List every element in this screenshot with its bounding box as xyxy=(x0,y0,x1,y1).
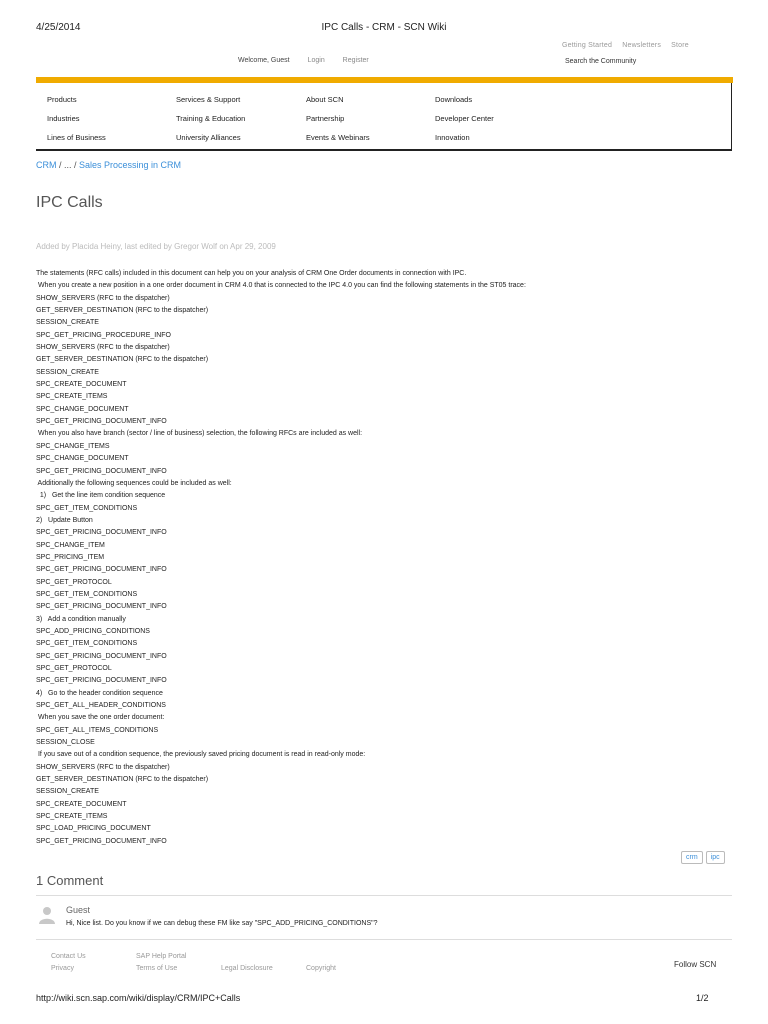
print-date: 4/25/2014 xyxy=(36,22,81,33)
tag-list xyxy=(678,846,725,864)
content-line: GET_SERVER_DESTINATION (RFC to the dispatcher) xyxy=(36,307,209,315)
nav-university-alliances[interactable]: University Alliances xyxy=(176,133,241,142)
footer-divider xyxy=(36,939,732,940)
content-line: SESSION_CREATE xyxy=(36,788,99,796)
content-line: SHOW_SERVERS (RFC to the dispatcher) xyxy=(36,294,170,302)
content-line: When you also have branch (sector / line of business) selection, the following RFCs are included as well: xyxy=(36,430,363,438)
nav-services-support[interactable]: Services & Support xyxy=(176,95,241,104)
follow-scn: Follow SCN xyxy=(674,960,717,969)
content-line: SPC_GET_PRICING_DOCUMENT_INFO xyxy=(36,837,167,845)
breadcrumb-crm[interactable]: CRM xyxy=(36,160,57,170)
content-line: SPC_GET_PROTOCOL xyxy=(36,578,112,586)
content-line: SESSION_CLOSE xyxy=(36,739,95,747)
top-links xyxy=(562,42,697,49)
content-line: SHOW_SERVERS (RFC to the dispatcher) xyxy=(36,763,170,771)
footer-copyright-link[interactable]: Copyright xyxy=(306,965,336,972)
page-content xyxy=(36,268,736,848)
content-line: SPC_GET_PRICING_PROCEDURE_INFO xyxy=(36,331,171,339)
comment-author[interactable]: Guest xyxy=(66,905,91,915)
page-meta: Added by Placida Heiny, last edited by Gregor Wolf on Apr 29, 2009 xyxy=(36,242,276,251)
breadcrumb xyxy=(36,160,181,170)
content-line: Additionally the following sequences could be included as well: xyxy=(36,479,232,487)
content-line: SPC_GET_PRICING_DOCUMENT_INFO xyxy=(36,467,167,475)
comment-text: Hi, Nice list. Do you know if we can debug these FM like say "SPC_ADD_PRICING_CONDITIONS"? xyxy=(66,920,378,927)
content-line: SPC_GET_PRICING_DOCUMENT_INFO xyxy=(36,566,167,574)
nav-downloads[interactable]: Downloads xyxy=(435,95,473,104)
nav-training-education[interactable]: Training & Education xyxy=(176,114,246,123)
nav-lines-of-business[interactable]: Lines of Business xyxy=(47,133,106,142)
newsletters-link[interactable]: Newsletters xyxy=(622,42,662,49)
getting-started-link[interactable]: Getting Started xyxy=(562,42,613,49)
welcome-bar xyxy=(238,57,385,64)
content-line: SPC_ADD_PRICING_CONDITIONS xyxy=(36,627,150,635)
footer-legal-link[interactable]: Legal Disclosure xyxy=(221,965,273,972)
content-line: SPC_GET_ITEM_CONDITIONS xyxy=(36,590,138,598)
nav-developer-center[interactable]: Developer Center xyxy=(435,114,494,123)
print-url: http://wiki.scn.sap.com/wiki/display/CRM/IPC+Calls xyxy=(36,993,241,1003)
search-input[interactable]: Search the Community xyxy=(565,58,637,65)
print-title: IPC Calls - CRM - SCN Wiki xyxy=(321,22,447,33)
tag-ipc[interactable]: ipc xyxy=(706,851,725,864)
content-line: When you save the one order document: xyxy=(36,714,165,722)
avatar-icon xyxy=(39,906,55,924)
content-line: SPC_GET_ITEM_CONDITIONS xyxy=(36,504,138,512)
content-line: SPC_GET_PRICING_DOCUMENT_INFO xyxy=(36,418,167,426)
nav-innovation[interactable]: Innovation xyxy=(435,133,470,142)
content-line: 1) Get the line item condition sequence xyxy=(36,492,166,500)
content-line: SPC_GET_PROTOCOL xyxy=(36,665,112,672)
content-line: SPC_PRICING_ITEM xyxy=(36,553,105,561)
content-line: SPC_GET_PRICING_DOCUMENT_INFO xyxy=(36,603,167,611)
breadcrumb-sales-processing[interactable]: Sales Processing in CRM xyxy=(79,160,182,170)
content-line: SPC_CREATE_ITEMS xyxy=(36,813,108,821)
main-nav xyxy=(36,83,732,151)
store-link[interactable]: Store xyxy=(671,42,689,49)
nav-partnership[interactable]: Partnership xyxy=(306,114,345,123)
content-line: SPC_CHANGE_DOCUMENT xyxy=(36,405,129,413)
content-line: When you create a new position in a one order document in CRM 4.0 that is connected to the IPC 4.0 you can find the following statements in the ST05 trace: xyxy=(36,282,526,290)
content-line: SPC_GET_PRICING_DOCUMENT_INFO xyxy=(36,677,167,685)
content-line: If you save out of a condition sequence, the previously saved pricing document is read in read-only mode: xyxy=(36,751,366,759)
page-title: IPC Calls xyxy=(36,194,103,211)
nav-about-scn[interactable]: About SCN xyxy=(306,95,344,104)
footer-help-link[interactable]: SAP Help Portal xyxy=(136,953,187,960)
welcome-text: Welcome, Guest xyxy=(238,57,290,64)
content-line: SPC_GET_ALL_ITEMS_CONDITIONS xyxy=(36,726,159,734)
comments-title: 1 Comment xyxy=(36,873,104,888)
tag-crm[interactable]: crm xyxy=(681,851,703,864)
footer-privacy-link[interactable]: Privacy xyxy=(51,965,74,972)
content-line: SPC_GET_PRICING_DOCUMENT_INFO xyxy=(36,652,167,660)
nav-products[interactable]: Products xyxy=(47,95,77,104)
content-line: SPC_LOAD_PRICING_DOCUMENT xyxy=(36,825,151,833)
content-line: SPC_CREATE_DOCUMENT xyxy=(36,800,127,808)
content-line: 4) Go to the header condition sequence xyxy=(36,689,163,697)
content-line: SPC_GET_PRICING_DOCUMENT_INFO xyxy=(36,529,167,537)
content-line: GET_SERVER_DESTINATION (RFC to the dispatcher) xyxy=(36,356,209,364)
content-line: SPC_GET_ITEM_CONDITIONS xyxy=(36,640,138,648)
content-line: SESSION_CREATE xyxy=(36,319,99,327)
comments-divider xyxy=(36,895,732,896)
content-line: SPC_CHANGE_ITEMS xyxy=(36,442,110,450)
login-link[interactable]: Login xyxy=(307,57,325,64)
footer-terms-link[interactable]: Terms of Use xyxy=(136,965,178,972)
print-page-number: 1/2 xyxy=(696,993,709,1003)
content-line: SHOW_SERVERS (RFC to the dispatcher) xyxy=(36,344,170,352)
content-line: SESSION_CREATE xyxy=(36,368,99,376)
content-line: The statements (RFC calls) included in this document can help you on your analysis of CRM One Order documents in connection with IPC. xyxy=(36,270,467,277)
content-line: SPC_CHANGE_ITEM xyxy=(36,541,105,549)
content-line: 2) Update Button xyxy=(36,516,93,524)
content-line: 3) Add a condition manually xyxy=(36,615,126,623)
breadcrumb-separator: / ... / xyxy=(56,160,80,170)
nav-events-webinars[interactable]: Events & Webinars xyxy=(306,133,370,142)
content-line: SPC_CREATE_ITEMS xyxy=(36,393,108,401)
content-line: SPC_GET_ALL_HEADER_CONDITIONS xyxy=(36,702,166,710)
nav-industries[interactable]: Industries xyxy=(47,114,80,123)
content-line: GET_SERVER_DESTINATION (RFC to the dispatcher) xyxy=(36,776,209,784)
register-link[interactable]: Register xyxy=(342,57,369,64)
content-line: SPC_CREATE_DOCUMENT xyxy=(36,381,127,389)
content-line: SPC_CHANGE_DOCUMENT xyxy=(36,455,129,463)
footer-contact-link[interactable]: Contact Us xyxy=(51,953,86,960)
